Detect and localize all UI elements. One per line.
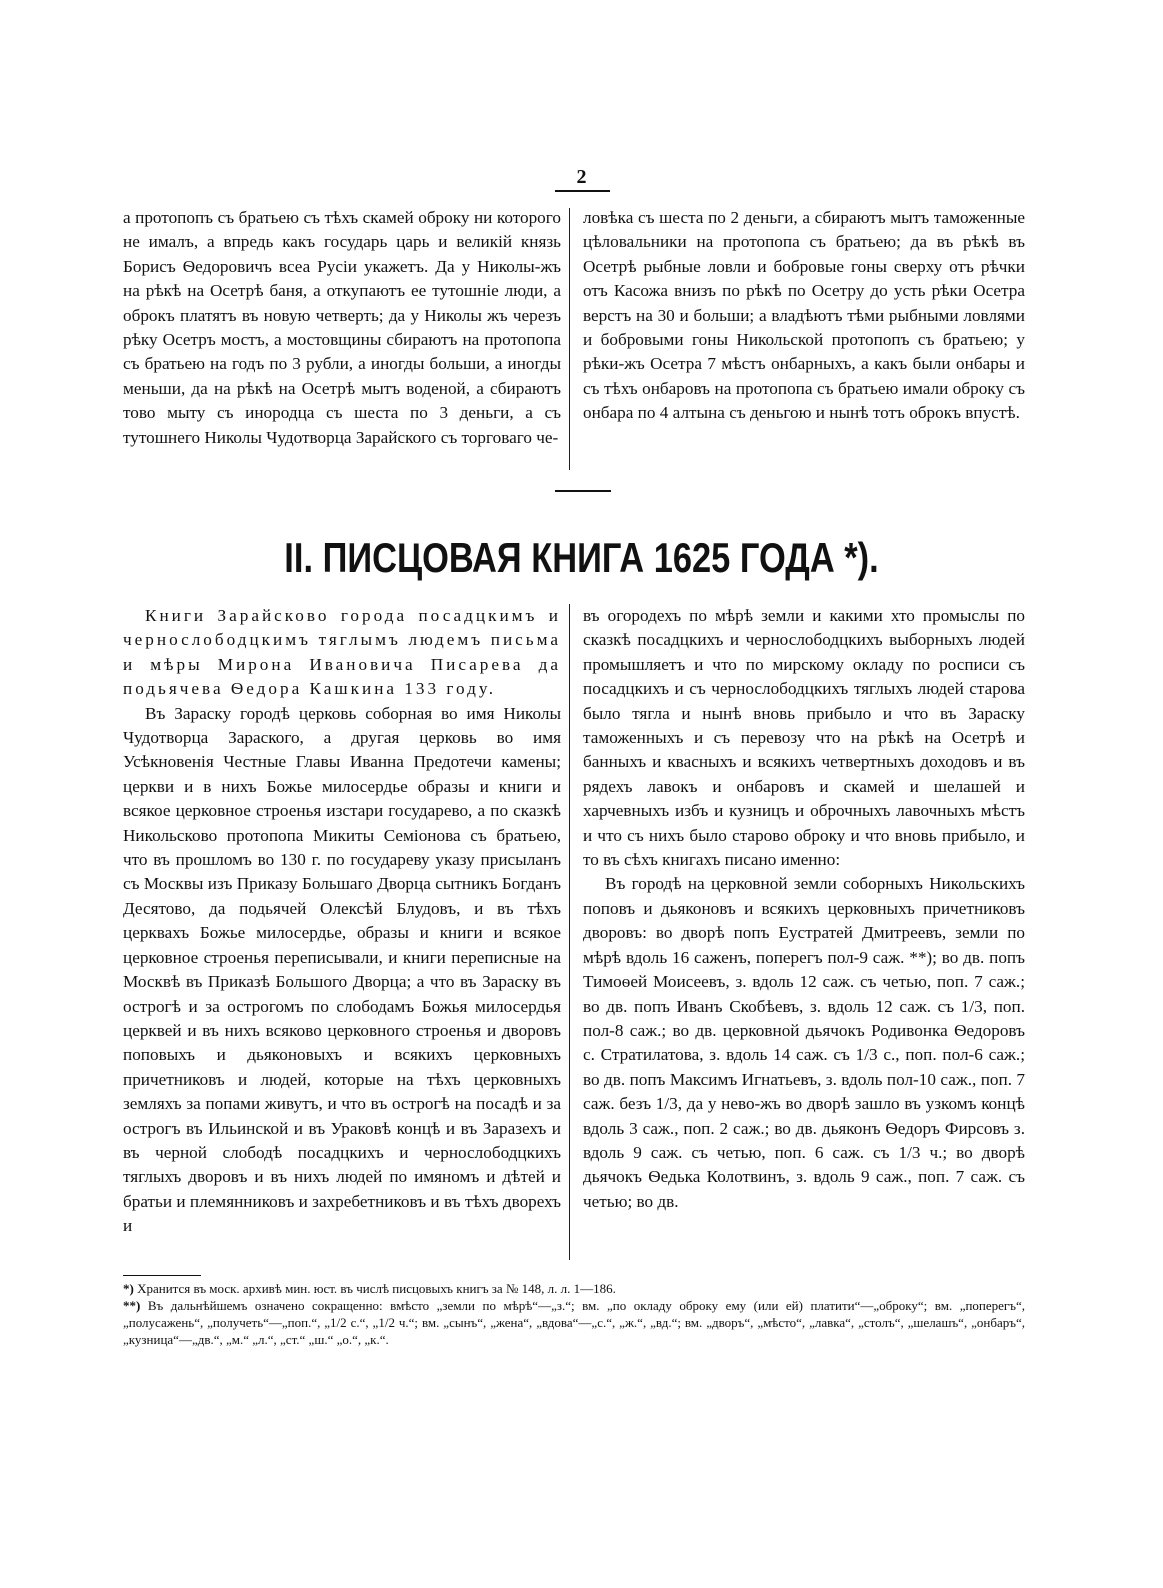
top-left-text: а протопопъ съ братьею съ тѣхъ скамей оброку ни которого не ималъ, а впредь какъ государь царь и великій князь Борисъ Ѳедоровичъ всеа Русіи укажетъ. Да у Николы-жъ на рѣкѣ на Осетрѣ баня, а откупаютъ ее тутошніе люди, а оброкъ платятъ въ новую четверть; да у Николы жъ черезъ рѣку Осетръ мостъ, а мостовщины сбираютъ на протопопа съ братьею на годъ по 3 рубли, а иногды больши, а иногды меньши, да на рѣкѣ на Осетрѣ мытъ воденой, а сбираютъ тово мыту съ инородца съ шеста по 3 деньги, а съ тутошнего Николы Чудотворца Зарайского съ торговаго че-	[123, 208, 561, 447]
page-number-rule	[555, 190, 610, 192]
footnote-2	[123, 1297, 1025, 1348]
footnote-rule	[123, 1275, 201, 1276]
top-right-column	[583, 206, 1025, 426]
section-rule	[555, 490, 611, 492]
page-number: 2	[576, 166, 587, 188]
column-divider-top	[569, 208, 570, 470]
footnote-1-mark: *)	[123, 1281, 134, 1296]
main-left-body: Въ Зараску городѣ церковь соборная во имя Николы Чудотворца Зараского, а другая церковь во имя Усѣкновенія Честные Главы Иванна Предотечи камены; церкви и в нихъ Божье милосердье образы и книги и всякое церковное строенья изстари государево, а по сказкѣ Никольсково протопопа Микиты Семіонова съ братьею, что въ прошломъ во 130 г. по государеву указу присыланъ съ Москвы изъ Приказу Большаго Дворца сытникъ Богданъ Десятово, да подьячей Олексѣй Блудовъ, и въ тѣхъ церквахъ Божье милосердье, образы и книги и всякое церковное строенья переписывали, и книги переписные на Москвѣ въ Приказѣ Большого Дворца; а что въ Зараску въ острогѣ и за острогомъ по слободамъ Божья милосердья церквей и въ нихъ всяково церковного строенья и дворовъ поповыхъ и дьяконовыхъ и всякихъ церковныхъ причетниковъ и людей, которые на тѣхъ церковныхъ земляхъ за попами живутъ, и что въ острогѣ на посадѣ и за острогъ въ Ильинской и въ Ураковѣ концѣ и въ Заразехъ и въ черной слободѣ посадцкихъ и чернослободцкихъ тяглыхъ дворовъ и въ нихъ людей по имяномъ и дѣтей и братьи и племянниковъ и захребетниковъ и въ тѣхъ дворехъ и	[123, 703, 561, 1236]
footnote-2-mark: **)	[123, 1298, 141, 1313]
section-title: II. ПИСЦОВАЯ КНИГА 1625 ГОДА *).	[284, 534, 879, 581]
footnote-2-text: Въ дальнѣйшемъ означено сокращенно: вмѣсто „земли по мѣрѣ“—„з.“; вм. „по окладу оброку ему (или ей) платити“—„оброку“; вм. „поперегъ“, „полусажень“, „получеть“—„поп.“, „1/2 с.“, „1/2 ч.“; вм. „сынъ“, „жена“, „вдова“—„с.“, „ж.“, „вд.“; вм. „дворъ“, „мѣсто“, „лавка“, „столъ“, „шелашъ“, „онбаръ“, „кузница“—„дв.“, „м.“ „л.“, „ст.“ „ш.“ „о.“, „к.“.	[123, 1298, 1025, 1347]
footnote-1-text: Хранится въ моск. архивѣ мин. юст. въ числѣ писцовыхъ книгъ за № 148, л. л. 1—186.	[137, 1281, 616, 1296]
footnote-1	[123, 1280, 1025, 1297]
main-right-column	[583, 604, 1025, 1214]
book-heading: Книги Зарайсково города посадцкимъ и чернослободцкимъ тяглымъ людемъ письма и мѣры Мирона Ивановича Писарева да подьячева Ѳедора Кашкина 133 году.	[123, 606, 561, 699]
footnotes	[123, 1280, 1025, 1348]
main-right-body-2: Въ городѣ на церковной земли соборныхъ Никольскихъ поповъ и дьяконовъ и всякихъ церковныхъ причетниковъ дворовъ: во дворѣ попъ Еустратей Дмитреевъ, земли по мѣрѣ вдоль 16 саженъ, поперегъ пол-9 саж. **); во дв. попъ Тимоѳей Моисеевъ, з. вдоль 12 саж. съ четью, поп. 7 саж.; во дв. попъ Иванъ Скобѣевъ, з. вдоль 12 саж. съ 1/3, поп. пол-8 саж.; во дв. церковной дьячокъ Родивонка Ѳедоровъ с. Стратилатова, з. вдоль 14 саж. съ 1/3 с., поп. пол-6 саж.; во дв. попъ Максимъ Игнатьевъ, з. вдоль пол-10 саж., поп. 7 саж. безъ 1/3, да у нево-жъ во дворѣ зашло въ узкомъ концѣ вдоль 3 саж., поп. 2 саж.; во дв. дьяконъ Ѳедоръ Фирсовъ з. вдоль 9 саж. съ четью, поп. 6 саж. съ 1/3 ч.; во дворѣ дьячокъ Ѳедька Колотвинъ, з. вдоль 9 саж., поп. 7 саж. съ четью; во дв.	[583, 874, 1025, 1211]
main-right-body-1: въ огородехъ по мѣрѣ земли и какими хто промыслы по сказкѣ посадцкихъ и чернослободцкихъ выборныхъ людей промышляетъ и что по мирскому окладу по росписи съ посадцкихъ и съ чернослободцкихъ тяглыхъ людей старова было тягла и нынѣ вновь прибыло и что въ Зараску таможенныхъ и съ перевозу что на рѣкѣ на Осетрѣ и банныхъ и квасныхъ и всякихъ четвертныхъ доходовъ и въ рядехъ лавокъ и онбаровъ и скамей и шелашей и харчевныхъ избъ и кузницъ и оброчныхъ лавочныхъ мѣстъ и что съ нихъ было старово оброку и что вновь прибыло, и то въ сѣхъ книгахъ писано именно:	[583, 606, 1025, 870]
top-right-text: ловѣка съ шеста по 2 деньги, а сбираютъ мытъ таможенные цѣловальники на протопопа съ братьею; да въ рѣкѣ въ Осетрѣ рыбные ловли и бобровые гоны сверху отъ рѣчки отъ Касожа внизъ по рѣкѣ по Осетру до усть рѣки Осетра верстъ на 30 и больши; а владѣютъ тѣми рыбными ловлями и бобровыми гоны Никольской протопопъ съ братьею; у рѣки-жъ Осетра 7 мѣстъ онбарныхъ, а какъ были онбары и съ тѣхъ онбаровъ на протопопа съ братьею имали оброку съ онбара по 4 алтына съ деньгою и нынѣ тотъ оброкъ впустѣ.	[583, 208, 1025, 423]
top-left-column	[123, 206, 561, 450]
main-left-column	[123, 604, 561, 1239]
column-divider-main	[569, 604, 570, 1260]
